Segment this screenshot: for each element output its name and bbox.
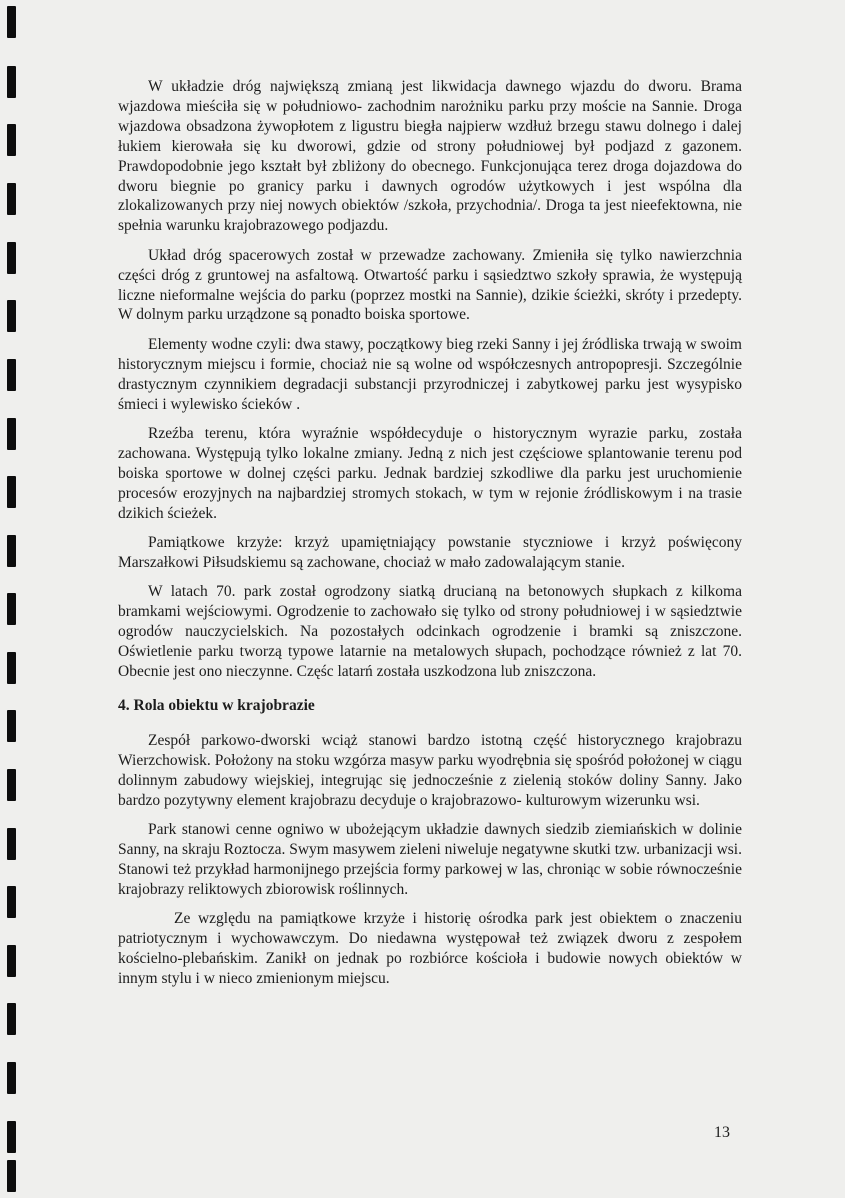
paragraph: W układzie dróg największą zmianą jest likwidacja dawnego wjazdu do dworu. Brama wjazdowa mieściła się w południowo- zachodnim narożniku parku przy moście na Sannie. Droga wjazdowa obsadzona żywopłotem z ligustru biegła najpierw wzdłuż brzegu stawu dolnego i dalej łukiem kierowała się ku dworowi, gdzie od strony południowej był podjazd z gazonem. Prawdopodobnie jego kształt był zbliżony do obecnego. Funkcjonująca terez droga dojazdowa do dworu biegnie po granicy parku i dawnych ogrodów użytkowych i jest wspólna dla zlokalizowanych przy niej nowych obiektów /szkoła, przychodnia/. Droga ta jest nieefektowna, nie spełnia warunku krajobrazowego podjazdu. [118, 78, 742, 235]
binding-hole [7, 710, 16, 742]
binding-hole [7, 1003, 16, 1035]
section-heading: 4. Rola obiektu w krajobrazie [118, 696, 315, 714]
paragraph: Ze względu na pamiątkowe krzyże i historię ośrodka park jest obiektem o znaczeniu patriotycznym i wychowawczym. Do niedawna występował też związek dworu z zespołem kościelno-plebańskim. Zanikł on jednak po rozbiórce kościoła i budowie nowych obiektów w innym stylu i w nieco zmienionym miejscu. [118, 910, 742, 987]
binding-hole [7, 359, 16, 391]
binding-hole [7, 1062, 16, 1094]
binding-hole [7, 66, 16, 98]
binding-hole [7, 300, 16, 332]
binding-hole [7, 6, 16, 38]
paragraph: W latach 70. park został ogrodzony siatką drucianą na betonowych słupkach z kilkoma bramkami wejściowymi. Ogrodzenie to zachowało się tylko od strony południowej i w sąsiedztwie ogrodów nauczycielskich. Na pozostałych odcinkach ogrodzenie i bramki są zniszczone. Oświetlenie parku tworzą typowe latarnie na metalowych słupach, pochodzące również z lat 70. Obecnie jest ono nieczynne. Częśc latarń została uszkodzona lub zniszczona. [118, 583, 742, 680]
binding-hole [7, 593, 16, 625]
body-text [118, 77, 742, 998]
binding-hole [7, 769, 16, 801]
binding-hole [7, 476, 16, 508]
binding-hole [7, 1160, 16, 1192]
binding-holes [7, 0, 21, 1198]
paragraph: Park stanowi cenne ogniwo w ubożejącym układzie dawnych siedzib ziemiańskich w dolinie Sanny, na skraju Roztocza. Swym masywem zieleni niweluje negatywne skutki tzw. urbanizacji wsi. Stanowi też przykład harmonijnego przejścia formy parkowej w las, chroniąc w sobie równocześnie krajobrazy reliktowych zbiorowisk roślinnych. [118, 820, 742, 898]
paragraph: Układ dróg spacerowych został w przewadze zachowany. Zmieniła się tylko nawierzchnia części dróg z gruntowej na asfaltową. Otwartość parku i sąsiedztwo szkoły sprawia, że występują liczne nieformalne wejścia do parku (poprzez mostki na Sannie), dzikie ścieżki, skróty i przedepty. W dolnym parku urządzone są ponadto boiska sportowe. [118, 246, 742, 324]
binding-hole [7, 242, 16, 274]
binding-hole [7, 945, 16, 977]
binding-hole [7, 886, 16, 918]
binding-hole [7, 535, 16, 567]
binding-hole [7, 828, 16, 860]
binding-hole [7, 418, 16, 450]
paragraph: Rzeźba terenu, która wyraźnie współdecyduje o historycznym wyrazie parku, została zachowana. Występują tylko lokalne zmiany. Jedną z nich jest częściowe splantowanie terenu pod boiska sportowe w dolnej części parku. Jednak bardziej szkodliwe dla parku jest uruchomienie procesów erozyjnych na najbardziej stromych stokach, w tym w rejonie źródliskowym i na trasie dzikich ścieżek. [118, 425, 742, 522]
binding-hole [7, 183, 16, 215]
paragraph: Zespół parkowo-dworski wciąż stanowi bardzo istotną część historycznego krajobrazu Wierzchowisk. Położony na stoku wzgórza masyw parku wyodrębnia się spośród położonej w ciągu dolinnym zabudowy wiejskiej, integrując się jednocześnie z zielenią stoków doliny Sanny. Jako bardzo pozytywny element krajobrazu decyduje o krajobrazowo- kulturowym wizerunku wsi. [118, 731, 742, 809]
page-number: 13 [714, 1124, 730, 1141]
paragraph: Pamiątkowe krzyże: krzyż upamiętniający powstanie styczniowe i krzyż poświęcony Marszałkowi Piłsudskiemu są zachowane, chociaż w mało zadowalającym stanie. [118, 534, 742, 571]
paragraph: Elementy wodne czyli: dwa stawy, początkowy bieg rzeki Sanny i jej źródliska trwają w swoim historycznym miejscu i formie, chociaż nie są wolne od współczesnych antropopresji. Szczególnie drastycznym czynnikiem degradacji substancji przyrodniczej i zabytkowej parku jest wysypisko śmieci i wylewisko ścieków . [118, 335, 742, 413]
binding-hole [7, 1121, 16, 1153]
binding-hole [7, 124, 16, 156]
binding-hole [7, 652, 16, 684]
